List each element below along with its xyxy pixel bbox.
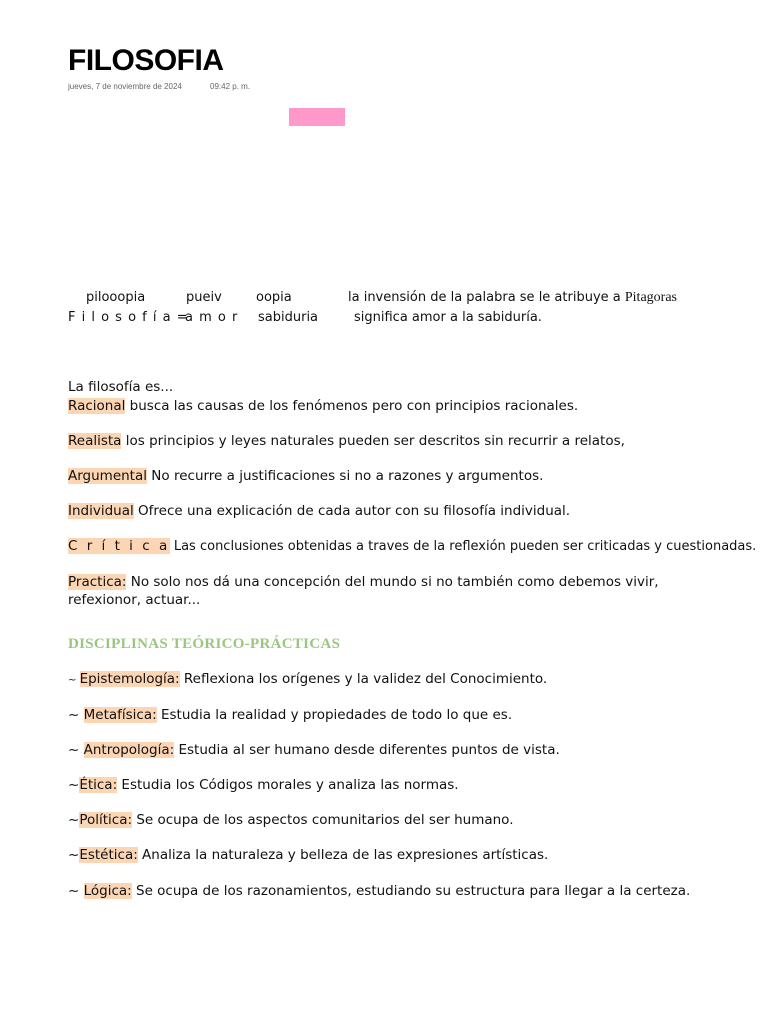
- discipline-prefix: ~: [68, 847, 80, 863]
- discipline-etica: [68, 777, 459, 793]
- characteristic-term: Racional: [68, 398, 126, 414]
- characteristic-text: Las conclusiones obtenidas a traves de la reflexión pueden ser criticadas y cuestionadas.: [169, 539, 757, 554]
- discipline-prefix: ~: [68, 883, 84, 899]
- discipline-term: Epistemología:: [79, 671, 180, 687]
- characteristic-term: Argumental: [68, 468, 148, 484]
- discipline-text: Se ocupa de los aspectos comunitarios del ser humano.: [132, 812, 514, 828]
- characteristic-text: No recurre a justificaciones si no a razones y argumentos.: [147, 468, 544, 484]
- discipline-text: Reflexiona los orígenes y la validez del Conocimiento.: [179, 671, 548, 687]
- discipline-estetica: [68, 847, 548, 863]
- characteristic-critica: [68, 538, 756, 554]
- discipline-term: Estética:: [79, 847, 138, 863]
- word-amor: a m o r: [185, 310, 239, 325]
- greek-word-3: oopia: [256, 290, 292, 305]
- discipline-prefix: ~: [68, 742, 84, 758]
- discipline-term: Metafísica:: [83, 707, 157, 723]
- characteristic-text: los principios y leyes naturales pueden ser descritos sin recurrir a relatos,: [121, 433, 625, 449]
- discipline-antropologia: [68, 742, 560, 758]
- characteristic-argumental: [68, 468, 543, 484]
- greek-word-1: pilooopia: [86, 290, 146, 305]
- discipline-prefix: ~: [68, 812, 80, 828]
- discipline-term: Lógica:: [83, 883, 132, 899]
- discipline-text: Estudia los Códigos morales y analiza las normas.: [117, 777, 459, 793]
- page-time: 09:42 p. m.: [210, 82, 251, 91]
- discipline-term: Antropología:: [83, 742, 175, 758]
- pink-highlight-mark: [289, 108, 345, 126]
- characteristic-text: Ofrece una explicación de cada autor con su filosofía individual.: [133, 503, 571, 519]
- discipline-term: Ética:: [79, 777, 118, 793]
- discipline-politica: [68, 812, 514, 828]
- greek-word-2: pueiv: [186, 290, 222, 305]
- attribution-name: Pitagoras: [624, 290, 677, 305]
- discipline-epistemologia: [68, 671, 547, 687]
- disciplines-heading: DISCIPLINAS TEÓRICO-PRÁCTICAS: [68, 636, 341, 652]
- characteristic-practica-continued: refexionor, actuar...: [68, 592, 201, 608]
- characteristic-text: No solo nos dá una concepción del mundo si no también como debemos vivir,: [126, 574, 659, 590]
- discipline-prefix: ~: [68, 707, 84, 723]
- attribution-text: [348, 290, 677, 306]
- discipline-metafisica: [68, 707, 512, 723]
- intro-text: La filosofía es...: [68, 379, 174, 395]
- discipline-term: Política:: [79, 812, 133, 828]
- meaning-text: significa amor a la sabiduría.: [354, 310, 542, 325]
- characteristic-term: C r í t i c a: [68, 538, 170, 554]
- word-filosofia: F i l o s o f í a =: [68, 310, 189, 325]
- characteristic-racional: [68, 398, 578, 414]
- characteristic-realista: [68, 433, 625, 449]
- page-date: jueves, 7 de noviembre de 2024: [68, 82, 182, 91]
- discipline-text: Analiza la naturaleza y belleza de las expresiones artísticas.: [137, 847, 549, 863]
- word-sabiduria: sabiduria: [258, 310, 319, 325]
- characteristic-term: Practica:: [68, 574, 127, 590]
- characteristic-text: busca las causas de los fenómenos pero con principios racionales.: [125, 398, 579, 414]
- attribution-sentence: la invensión de la palabra se le atribuye a: [348, 290, 621, 305]
- characteristic-term: Individual: [68, 503, 134, 519]
- discipline-prefix: ~: [68, 675, 80, 686]
- discipline-prefix: ~: [68, 777, 80, 793]
- characteristic-practica: [68, 574, 659, 590]
- characteristic-individual: [68, 503, 570, 519]
- discipline-logica: [68, 883, 690, 899]
- discipline-text: Estudia la realidad y propiedades de todo lo que es.: [156, 707, 513, 723]
- characteristic-term: Realista: [68, 433, 122, 449]
- discipline-text: Se ocupa de los razonamientos, estudiando su estructura para llegar a la certeza.: [131, 883, 691, 899]
- discipline-text: Estudia al ser humano desde diferentes puntos de vista.: [174, 742, 560, 758]
- page-title: FILOSOFIA: [68, 44, 224, 77]
